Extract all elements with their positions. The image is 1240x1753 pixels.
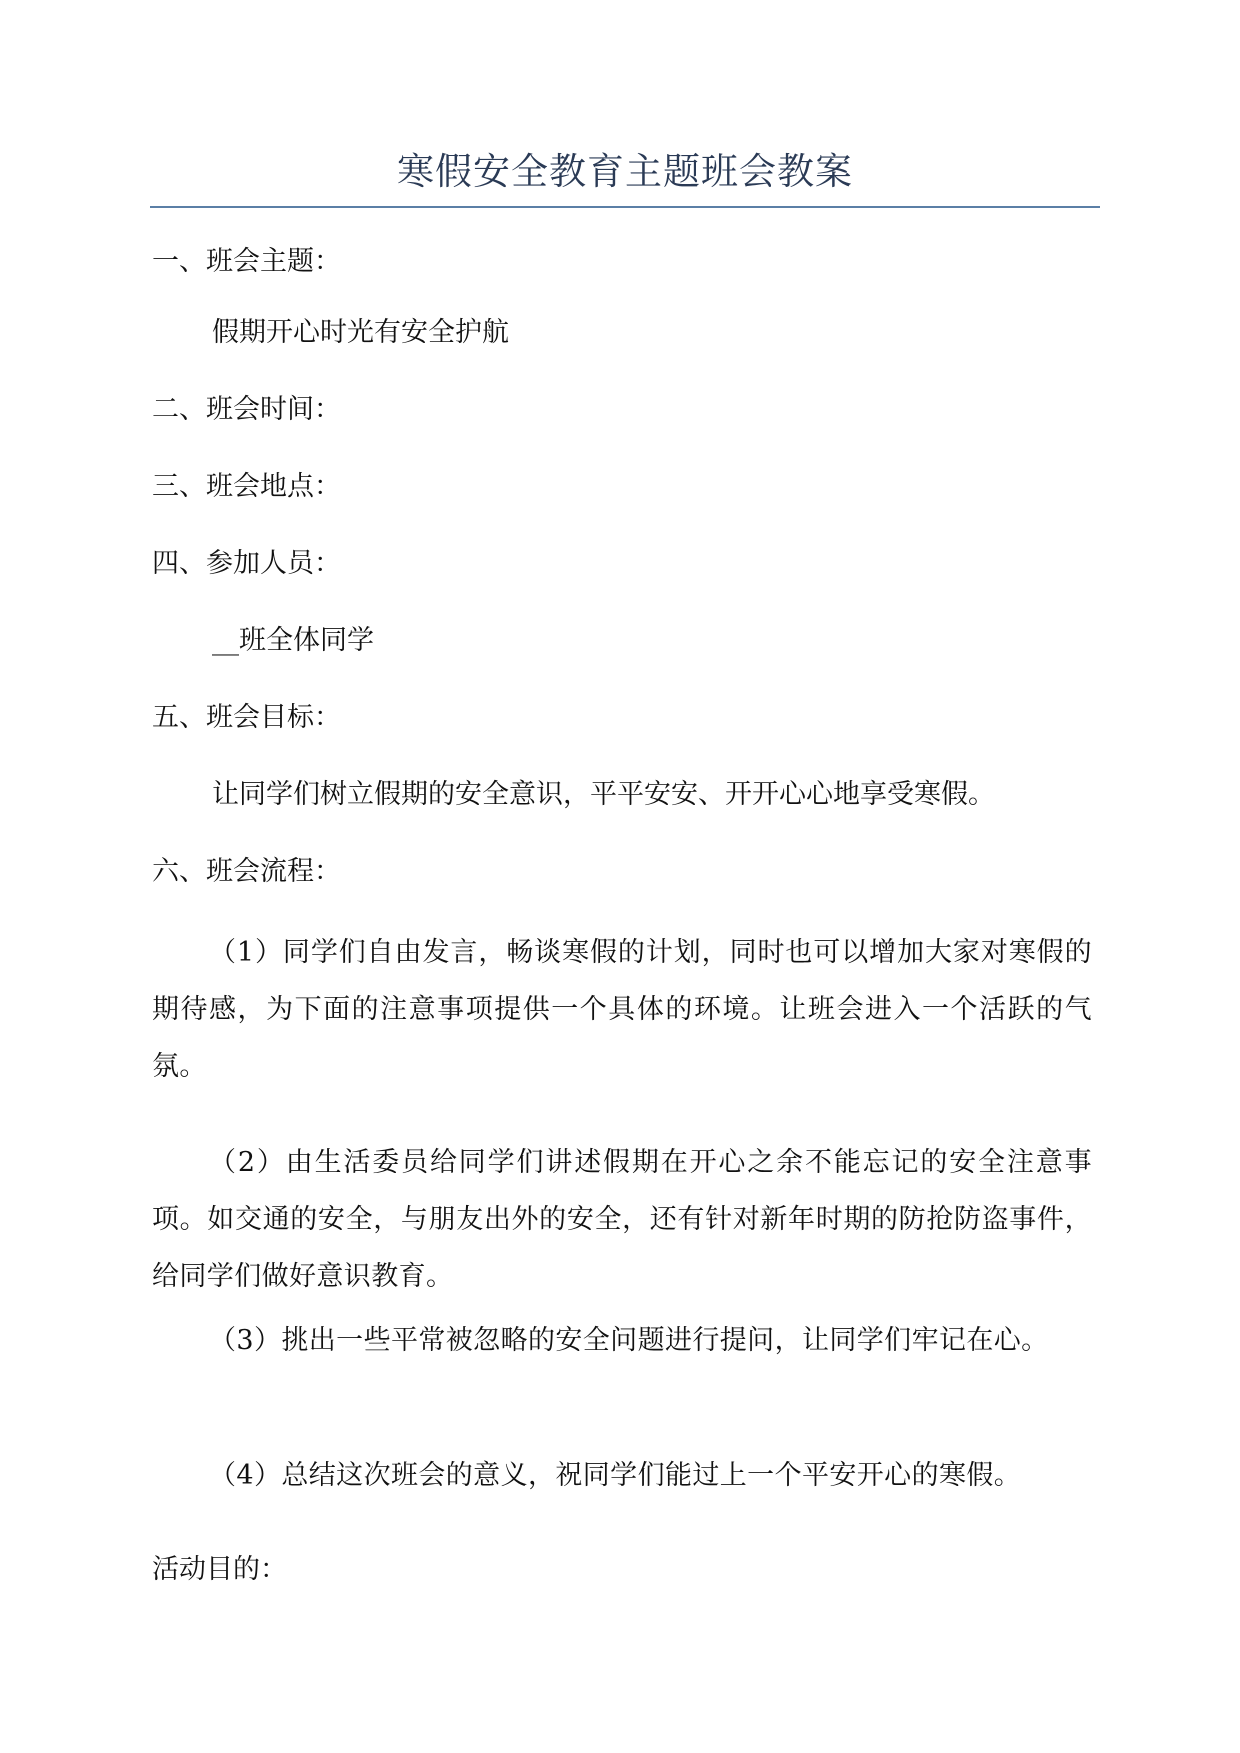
- title-underline: [150, 206, 1100, 208]
- theme-text: 假期开心时光有安全护航: [212, 317, 509, 348]
- process-step-4: （4）总结这次班会的意义，祝同学们能过上一个平安开心的寒假。: [209, 1460, 1022, 1491]
- section-heading-activity-purpose: 活动目的：: [152, 1554, 287, 1585]
- section-heading-goal: 五、班会目标：: [152, 702, 341, 733]
- process-step-2: （2）由生活委员给同学们讲述假期在开心之余不能忘记的安全注意事项。如交通的安全，与朋友出外的安全，还有针对新年时期的防抢防盗事件，给同学们做好意识教育。: [152, 1147, 1092, 1292]
- section-heading-place: 三、班会地点：: [152, 471, 341, 502]
- goal-text: 让同学们树立假期的安全意识，平平安安、开开心心地享受寒假。: [212, 779, 995, 810]
- section-heading-theme: 一、班会主题：: [152, 246, 341, 277]
- document-title: 寒假安全教育主题班会教案: [397, 150, 853, 193]
- section-heading-participants: 四、参加人员：: [152, 548, 341, 579]
- process-step-3: （3）挑出一些平常被忽略的安全问题进行提问，让同学们牢记在心。: [209, 1325, 1049, 1356]
- section-heading-process: 六、班会流程：: [152, 856, 341, 887]
- process-step-1: （1）同学们自由发言，畅谈寒假的计划，同时也可以增加大家对寒假的期待感，为下面的注意事项提供一个具体的环境。让班会进入一个活跃的气氛。: [152, 937, 1092, 1082]
- section-heading-time: 二、班会时间：: [152, 394, 341, 425]
- participants-text: __班全体同学: [212, 625, 374, 656]
